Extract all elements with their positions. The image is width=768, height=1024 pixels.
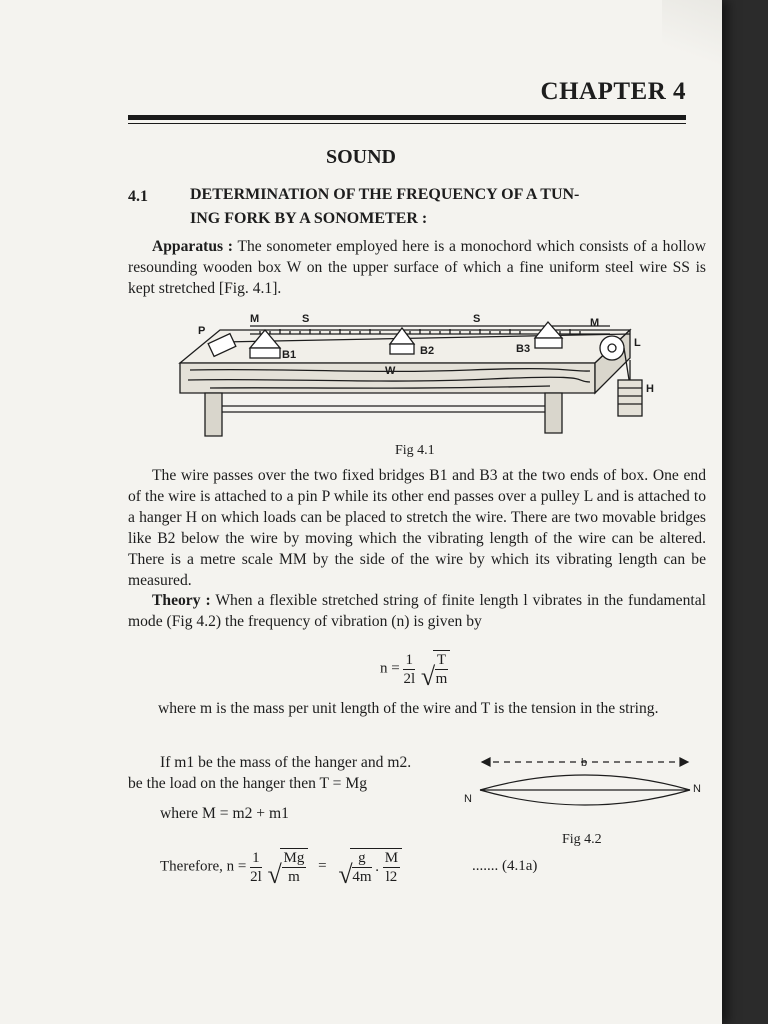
formula1-den: 2l xyxy=(403,670,416,687)
string-mode-figure xyxy=(460,748,710,818)
formula2-root2: √ $\frac{g}{4m}$ . $\frac{M}{l2}$ xyxy=(350,848,402,886)
formula2-root2b-den: l2 xyxy=(385,869,398,885)
formula2-root1-num: √ Mg xyxy=(283,850,305,866)
formula1-fraction xyxy=(403,651,415,688)
formula2-prefix: Therefore, n = xyxy=(160,858,247,875)
fig-label-p: P xyxy=(198,325,206,337)
section-title-line1: DETERMINATION OF THE FREQUENCY OF A TUN- xyxy=(190,186,580,203)
formula2-num: 1 xyxy=(250,849,262,868)
fig-label-w: W xyxy=(385,365,396,377)
mass-sum-line: where M = m2 + m1 xyxy=(160,805,289,822)
fig-label-s1: S xyxy=(302,313,310,325)
final-formula xyxy=(160,848,402,886)
section-title-line2: ING FORK BY A SONOMETER : xyxy=(190,210,428,227)
sonometer-figure xyxy=(170,308,670,443)
fig-label-b3: B3 xyxy=(516,343,531,355)
formula1-root-den: m xyxy=(435,671,448,687)
fig2-label-right: N xyxy=(693,783,701,795)
description-paragraph: The wire passes over the two fixed bridges B1 and B3 at the two ends of box. One end of the wire is attached to a pin P while its other end passes over a pulley L and is attached to a hanger H on which loads can be placed to stretch the wire. There are two movable bridges like B2 below the wire by moving which the vibrating length of the wire can be altered. There is a metre scale MM by the side of the wire by which its vibrating length can be measured. xyxy=(128,467,706,589)
mass-line-1: If m1 be the mass of the hanger and m2. xyxy=(160,754,412,771)
formula1-num: 1 xyxy=(403,651,415,670)
apparatus-text: The sonometer employed here is a monochord which consists of a hollow resounding wooden box W on the upper surface of which a fine uniform steel wire SS is kept stretched [Fig. 4.1]. xyxy=(128,238,706,297)
theory-text: When a flexible stretched string of finite length l vibrates in the fundamental mode (Fig 4.2) the frequency of vibration (n) is given by xyxy=(128,592,706,630)
formula2-den: 2l xyxy=(250,868,262,885)
formula2-fraction xyxy=(250,849,262,886)
fig-label-b1: B1 xyxy=(282,349,297,361)
figure2-caption: Fig 4.2 xyxy=(562,832,602,847)
fig-label-m1: M xyxy=(250,313,260,325)
fig-label-h: H xyxy=(646,383,654,395)
equation-tag: ....... (4.1a) xyxy=(472,858,538,874)
chapter-title: SOUND xyxy=(325,146,396,168)
fig-label-m2: M xyxy=(590,317,600,329)
frequency-formula xyxy=(380,650,450,688)
formula1-root xyxy=(433,650,450,688)
header-rule-thin xyxy=(128,123,686,124)
formula2-root1 xyxy=(280,848,309,886)
formula2-root1-den: m xyxy=(288,869,300,885)
page-corner xyxy=(662,0,722,90)
mass-line-2: be the load on the hanger then T = Mg xyxy=(128,775,368,792)
formula2-root2a-den: 4m xyxy=(352,869,372,885)
header-rule xyxy=(128,115,686,120)
where-paragraph: where m is the mass per unit length of the wire and T is the tension in the string. xyxy=(158,700,659,717)
section-number: 4.1 xyxy=(128,188,148,205)
chapter-heading: CHAPTER 4 xyxy=(540,78,686,105)
formula1-root-num: √ T xyxy=(436,652,447,668)
fig-label-s2: S xyxy=(473,313,481,325)
fig2-label-top: b xyxy=(581,757,588,769)
section-title xyxy=(190,183,690,231)
apparatus-paragraph xyxy=(128,236,706,299)
theory-paragraph xyxy=(128,590,706,632)
fig-label-b2: B2 xyxy=(420,345,435,357)
figure1-caption: Fig 4.1 xyxy=(395,443,435,458)
fig-label-l: L xyxy=(634,337,641,349)
apparatus-label: Apparatus : xyxy=(152,238,233,255)
fig2-label-left: N xyxy=(464,793,472,805)
formula2-equals: = xyxy=(318,858,327,875)
formula1-lhs: n = xyxy=(380,660,400,677)
formula2-root2a-num: √ g xyxy=(352,849,371,868)
theory-label: Theory : xyxy=(152,592,211,609)
formula2-root2b-num: M xyxy=(384,850,399,866)
